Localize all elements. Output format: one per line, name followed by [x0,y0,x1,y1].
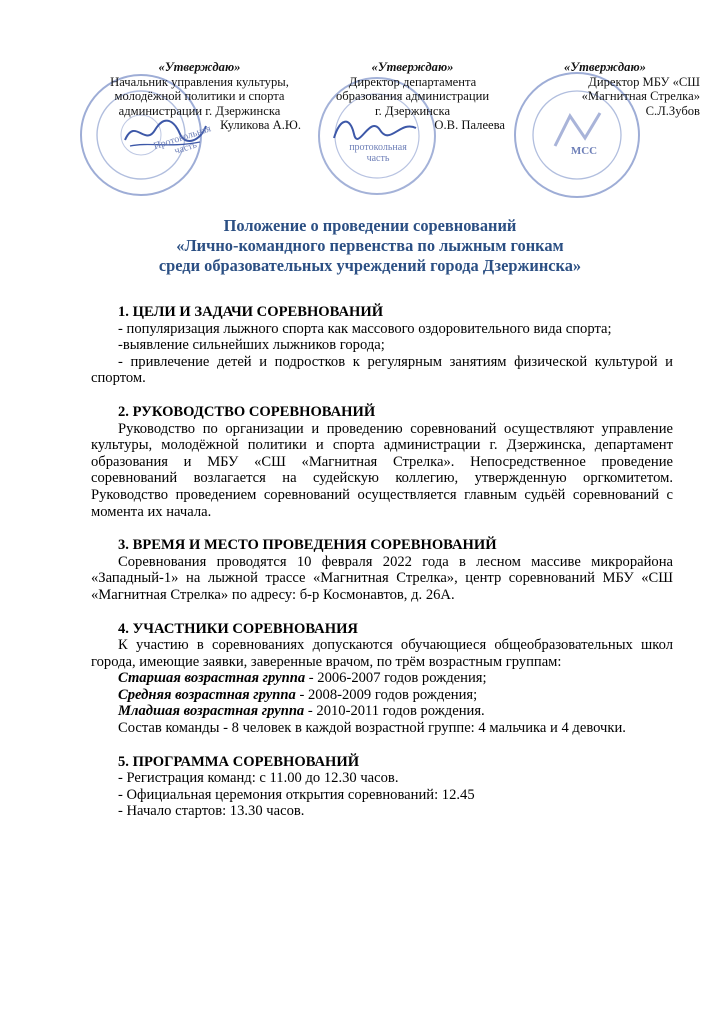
approval-signature: С.Л.Зубов [645,103,700,118]
age-group-name: Старшая возрастная группа [118,670,306,687]
approval-line: образования администрации [335,89,490,104]
section-heading: 2. РУКОВОДСТВО СОРЕВНОВАНИЙ [118,403,376,420]
approval-signature: О.В. Палеева [434,118,505,133]
approval-line: Директор МБУ «СШ [588,74,700,89]
age-group-years: - 2008-2009 годов рождения; [295,686,478,703]
approval-line: молодёжной политики и спорта [114,89,285,104]
age-group-years: - 2010-2011 годов рождения. [304,703,485,720]
approval-line: «Магнитная Стрелка» [581,89,700,104]
section-heading: 1. ЦЕЛИ И ЗАДАЧИ СОРЕВНОВАНИЙ [118,304,384,320]
approval-education-department [320,60,505,133]
stamp-text: протокольная часть [349,142,407,164]
age-group-name: Средняя возрастная группа [118,686,296,703]
list-item: - Начало стартов: 13.30 часов. [118,803,305,820]
document-body [91,304,673,820]
document-title [60,216,680,277]
approval-title: «Утверждаю» [564,60,646,74]
title-line: «Лично-командного первенства по лыжным гонкам [176,236,564,256]
stamp-text: Протокольная часть [152,123,213,157]
section-heading: 4. УЧАСТНИКИ СОРЕВНОВАНИЯ [118,620,358,637]
stamp-text: МСС [570,145,598,157]
list-item: - популяризация лыжного спорта как массового оздоровительного вида спорта; [118,320,612,337]
age-group-name: Младшая возрастная группа [118,703,305,720]
approval-line: г. Дзержинска [374,103,451,118]
paragraph: Соревнования проводятся 10 февраля 2022 года в лесном массиве микрорайона «Западный-1» на лыжной трассе «Магнитная Стрелка», центр соревнований МБУ «СШ «Магнитная Стрелка» по адресу: б-р Космонавтов, д. 26А. [91,553,673,603]
list-item: - привлечение детей и подростков к регулярным занятиям физической культурой и спортом. [91,353,673,387]
list-item: -выявление сильнейших лыжников города; [118,337,385,354]
approval-line: Директор департамента [348,74,477,89]
approval-header [80,60,700,200]
title-line: Положение о проведении соревнований [223,216,517,235]
title-line: среди образовательных учреждений города Дзержинска» [158,256,582,276]
age-group [91,670,673,687]
approval-title: «Утверждаю» [371,60,454,74]
list-item: - Официальная церемония открытия соревнований: 12.45 [118,786,475,803]
age-group [91,687,673,704]
section-heading: 5. ПРОГРАММА СОРЕВНОВАНИЙ [118,753,360,770]
paragraph: Руководство по организации и проведению соревнований осуществляют управление культуры, молодёжной политики и спорта администрации г. Дзержинска, департамент образования и МБУ «СШ «Магнитная Стрелка». Непосредственное проведение соревнований возлагается на судейскую коллегию, утвержденную оргкомитетом. Руководство проведением соревнований осуществляется главным судьёй соревнований с момента их начала. [91,420,673,520]
list-item: - Регистрация команд: с 11.00 до 12.30 часов. [118,770,399,787]
approval-title: «Утверждаю» [158,60,241,74]
paragraph: К участию в соревнованиях допускаются обучающиеся общеобразовательных школ города, имеющие заявки, заверенные врачом, по трём возрастным группам: [91,637,673,670]
section-heading: 3. ВРЕМЯ И МЕСТО ПРОВЕДЕНИЯ СОРЕВНОВАНИЙ [118,537,497,554]
age-group-years: - 2006-2007 годов рождения; [305,670,487,687]
age-group [91,703,673,720]
approval-line: администрации г. Дзержинска [118,103,281,118]
approval-signature: Куликова А.Ю. [220,118,301,133]
approval-sport-school [510,60,700,118]
approval-culture-department [92,60,307,133]
paragraph: Состав команды - 8 человек в каждой возрастной группе: 4 мальчика и 4 девочки. [118,720,626,737]
approval-line: Начальник управления культуры, [110,74,289,89]
